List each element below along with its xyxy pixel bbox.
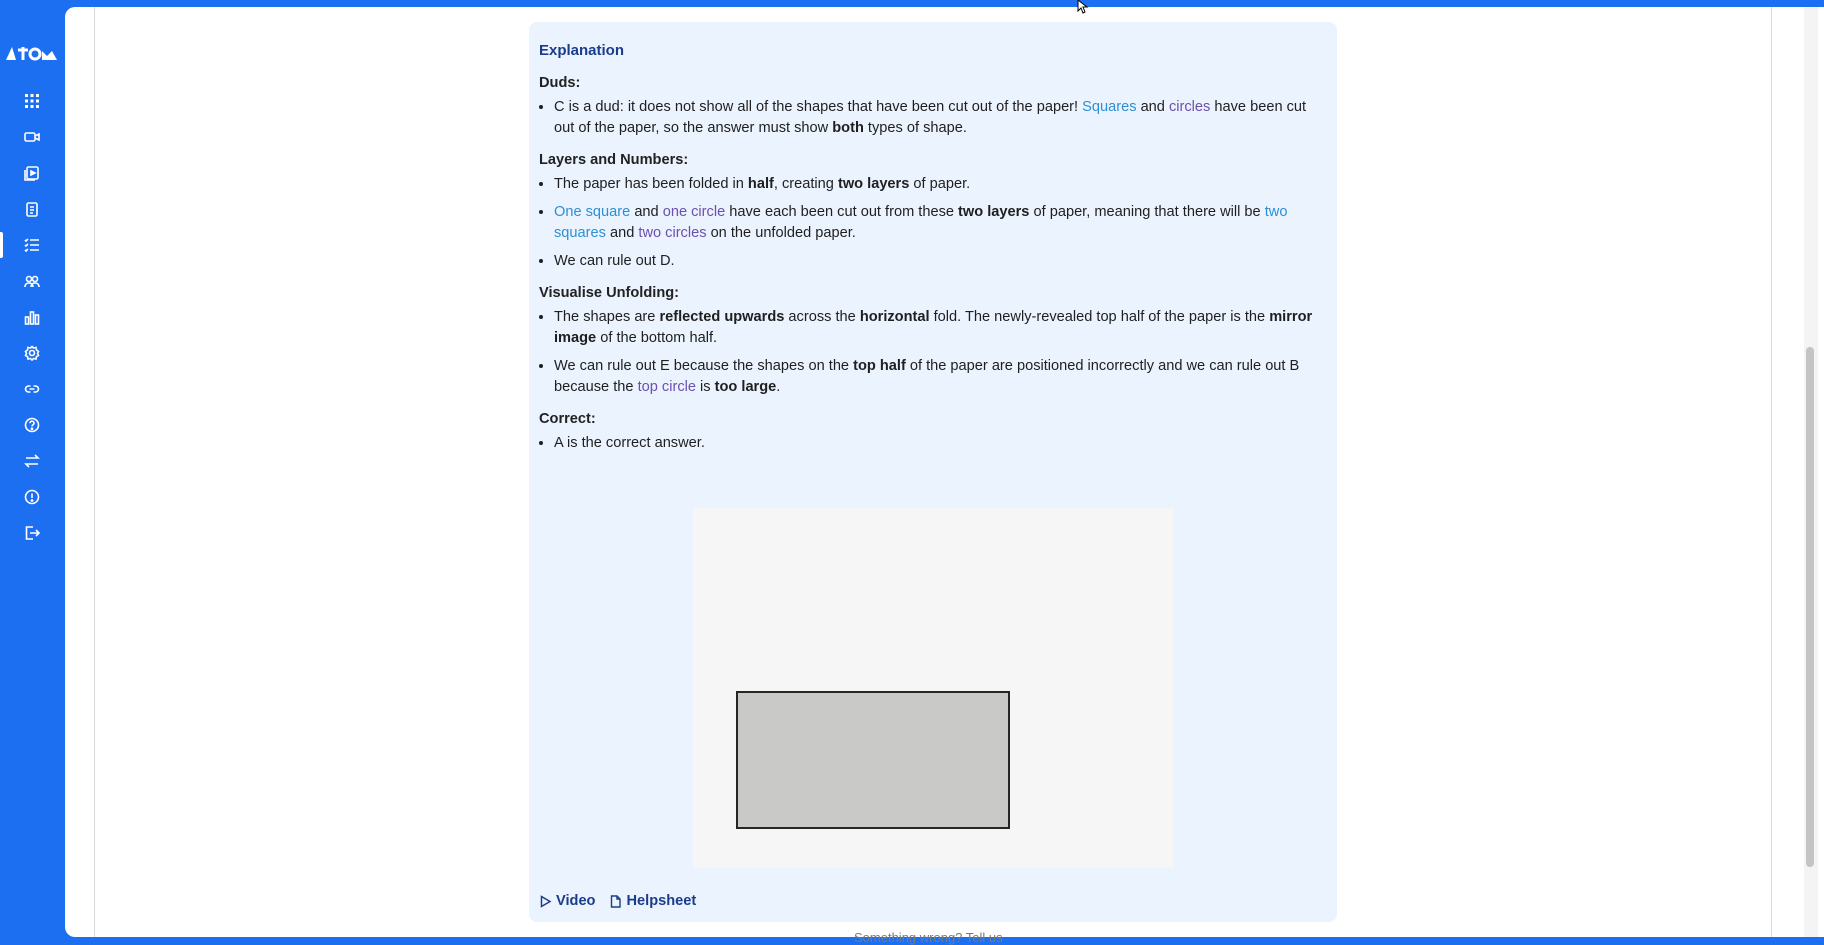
text: on the unfolded paper. <box>706 225 856 241</box>
helpsheet-link[interactable] <box>609 893 696 909</box>
text: of paper. <box>909 176 971 192</box>
text: We can rule out E because the shapes on the <box>554 358 854 374</box>
settings-icon <box>24 345 40 361</box>
list-item <box>554 202 1325 244</box>
sidebar-item-questions[interactable] <box>18 231 46 259</box>
unfolding-list <box>539 307 1325 398</box>
text: and <box>1136 99 1169 115</box>
video-link-label: Video <box>556 893 596 909</box>
list-check-icon <box>24 237 40 253</box>
sidebar-item-apps[interactable] <box>18 87 46 115</box>
highlight-circles: two circles <box>638 225 707 241</box>
video-link[interactable] <box>539 893 595 909</box>
section-heading-correct: Correct: <box>539 411 596 427</box>
highlight-circles: circles <box>1168 99 1211 115</box>
list-item <box>554 356 1325 398</box>
list-item <box>554 174 1325 195</box>
clipboard-icon <box>24 201 40 217</box>
layers-list <box>539 174 1325 272</box>
scrollbar-thumb[interactable] <box>1806 347 1814 867</box>
text: of paper, meaning that there will be <box>1029 204 1265 220</box>
sidebar-item-help[interactable] <box>18 411 46 439</box>
mouse-cursor-icon <box>1077 0 1089 14</box>
resource-links <box>539 893 696 909</box>
section-heading-unfolding: Visualise Unfolding: <box>539 285 680 301</box>
sidebar-item-switch[interactable] <box>18 447 46 475</box>
bold-text: mirror image <box>554 309 1313 346</box>
list-item: • We can rule out D. <box>554 251 1325 272</box>
duds-list <box>539 97 1325 139</box>
atom-logo[interactable] <box>5 44 61 62</box>
text: . <box>776 379 781 395</box>
bold-text: two layers <box>837 176 910 192</box>
link-icon <box>24 381 40 397</box>
sidebar-item-settings[interactable] <box>18 339 46 367</box>
list-item <box>554 307 1325 349</box>
highlight-circles: one circle <box>662 204 726 220</box>
helpsheet-link-label: Helpsheet <box>626 893 697 909</box>
sidebar-item-tests[interactable] <box>18 195 46 223</box>
sidebar <box>0 0 65 944</box>
list-item: • A is the correct answer. <box>554 433 1325 454</box>
section-heading-duds: Duds: <box>539 75 581 91</box>
users-icon <box>24 273 40 289</box>
bold-text: too large <box>714 379 777 395</box>
logout-icon <box>24 525 40 541</box>
bold-text: two layers <box>958 204 1030 220</box>
switch-icon <box>24 453 40 469</box>
alert-icon <box>24 489 40 505</box>
sidebar-item-users[interactable] <box>18 267 46 295</box>
main-panel <box>65 7 1824 945</box>
list-item <box>554 97 1325 139</box>
highlight-squares: two squares <box>554 204 1288 241</box>
text: and <box>630 204 663 220</box>
play-icon <box>539 895 552 908</box>
text: across the <box>784 309 860 325</box>
video-camera-icon <box>24 129 40 145</box>
text: is <box>695 379 715 395</box>
highlight-squares: Squares <box>1082 99 1137 115</box>
correct-list <box>539 433 1325 454</box>
divider <box>94 7 95 937</box>
feedback-link[interactable]: Something wrong? Tell us <box>854 930 1003 945</box>
bold-text: half <box>747 176 774 192</box>
text: types of shape. <box>863 120 967 136</box>
sidebar-item-video[interactable] <box>18 123 46 151</box>
explanation-title: Explanation <box>539 42 625 59</box>
divider <box>1771 7 1772 937</box>
sidebar-item-alerts[interactable] <box>18 483 46 511</box>
play-document-icon <box>24 165 40 181</box>
explanation-figure <box>693 508 1173 868</box>
highlight-circles: top circle <box>637 379 696 395</box>
text: have been cut out of the paper, so the answer must show <box>554 99 1307 136</box>
highlight-squares: One square <box>554 204 631 220</box>
document-icon <box>609 895 622 908</box>
bold-text: reflected upwards <box>659 309 785 325</box>
explanation-card <box>529 22 1337 922</box>
text: C is a dud: it does not show all of the shapes that have been cut out of the paper! <box>554 99 1083 115</box>
help-icon <box>24 417 40 433</box>
section-heading-layers: Layers and Numbers: <box>539 152 689 168</box>
text: of the paper are positioned incorrectly and we can rule out B because the <box>554 358 1300 395</box>
bold-text: top half <box>853 358 906 374</box>
sidebar-item-lessons[interactable] <box>18 159 46 187</box>
bold-text: both <box>832 120 864 136</box>
text: The shapes are <box>554 309 660 325</box>
folded-paper-shape <box>736 691 1010 829</box>
text: fold. The newly-revealed top half of the paper is the <box>929 309 1270 325</box>
text: , creating <box>773 176 838 192</box>
bold-text: horizontal <box>859 309 930 325</box>
text: of the bottom half. <box>596 330 718 346</box>
text: have each been cut out from these <box>725 204 959 220</box>
text: The paper has been folded in <box>554 176 748 192</box>
text: and <box>605 225 639 241</box>
apps-grid-icon <box>24 93 40 109</box>
sidebar-item-links[interactable] <box>18 375 46 403</box>
sidebar-item-logout[interactable] <box>18 519 46 547</box>
sidebar-item-reports[interactable] <box>18 303 46 331</box>
active-indicator <box>0 232 3 258</box>
bar-chart-icon <box>24 309 40 325</box>
